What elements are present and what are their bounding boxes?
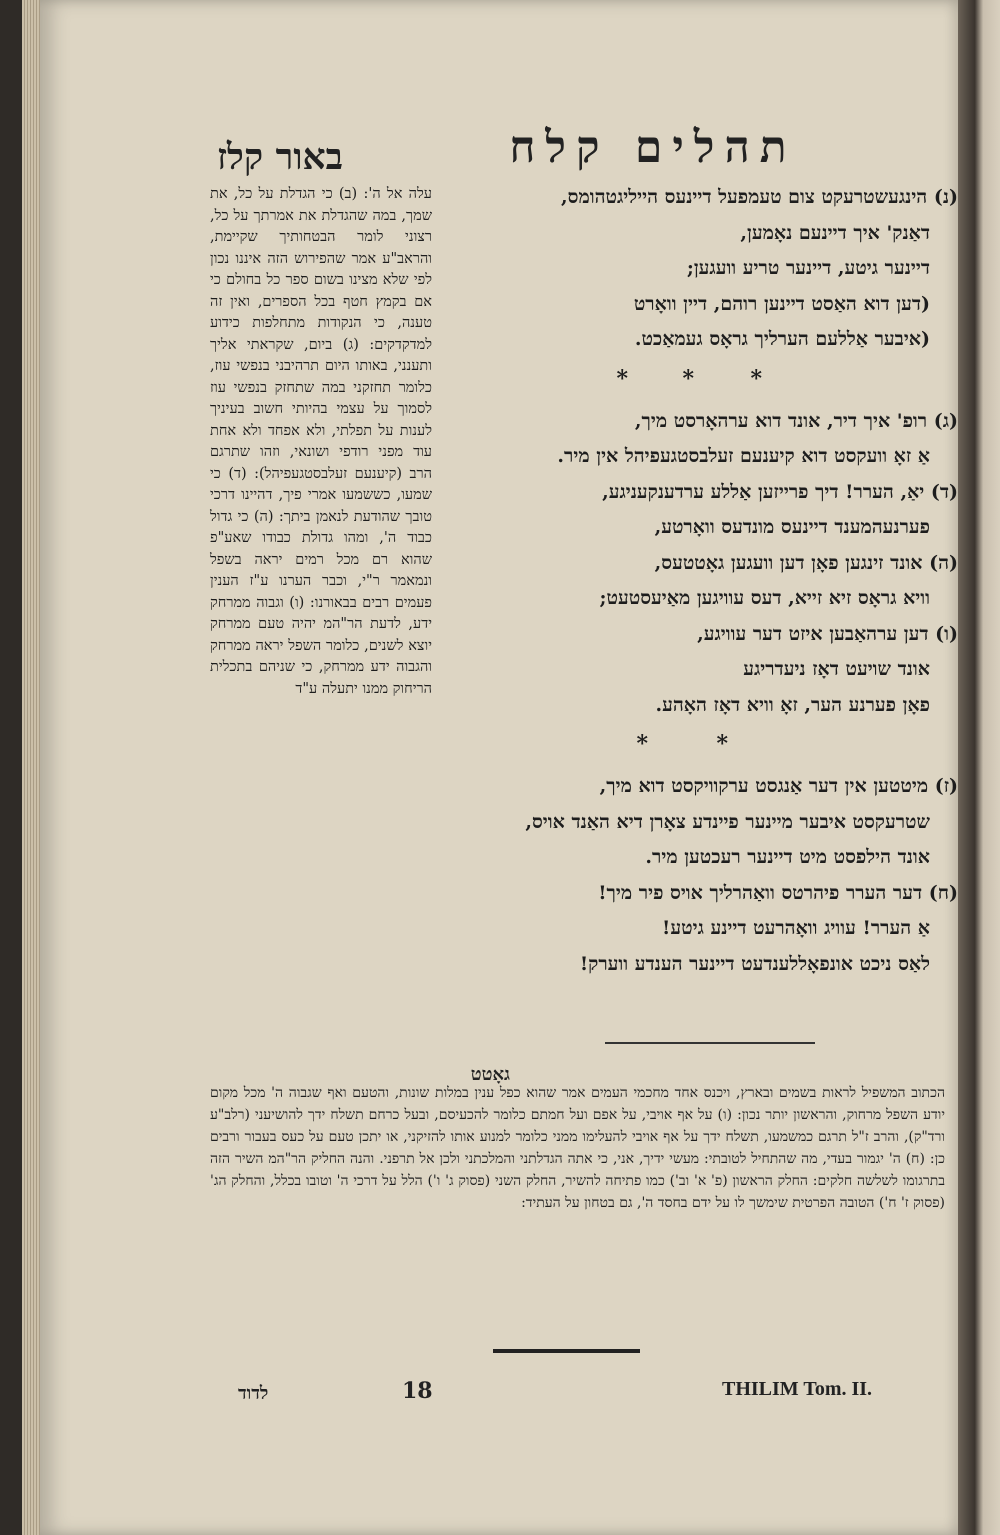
catchword: לדוד [238,1383,269,1404]
commentary-text: עלה אל ה': (ב) כי הגדלת על כל, את שמך, במה שהגדלת את אמרתך על כל, רצוני לומר הבטחותיך שקיימת, והראב"ע אמר שהפירוש הזה איננו נכון לפי שלא מצינו בשום ספר כל בחולם כי אם בקמץ חטף בכל הספרים, ואין זה טענה, כי הנקודות מתחלפות כידוע למדקדקים: (ג) ביום, שקראתי אליך ותענני, באותו היום תרהיבני בנפשי עוז, כלומר תחזקני במה שתחזק בנפשי עוז לסמוך על עצמי בהיותי חשוב בעיניך לענות על תפלתי, ולא אפחד ולא אחת עוד מפני רודפי ושונאי, וזהו שתרגם הרב (קיענעם זעלבסטגעפיהל): (ד) כי שמעו, כששמעו אמרי פיך, דהיינו דרכי טובך שהודעת לנאמן ביתך: (ה) כי גדול כבוד ה', ומהו גדולת כבודו שאע"פ שהוא רם מכל רמים יראה בשפל ונמאמר ר"י, וכבר הערנו ע"ז הענין פעמים רבים בבאורנו: (ו) וגבוה ממרחק ידע, לדעת הר"המ יהיה טעם ממרחק יוצא לשנים, כלומר השפל יראה ממרחק והגבוה ידע ממרחק, כי שניהם בתכלית הריחוק ממנו יתעלה ע"ד [210,186,432,697]
section-rule [605,1042,815,1044]
verse-line: פאָן פערנע הער, זאָ וויא דאָז האָהע. [655,693,930,716]
verse-line: דאַנק' איך דיינעם נאָמען, [740,221,930,244]
verse-line: דיינער גיטע, דיינער טריע וועגען; [686,257,930,279]
verse-line: שטרעקסט איבער מיינער פיינדע צאָרן דיא האַנד אויס, [525,810,930,833]
verse-line: (נ) הינגעשטרעקט צום טעמפעל דיינעס הייליגטהומס, [561,186,958,208]
gatet-label: גאָטט [470,1064,510,1085]
verse-line: אונד הילפסט מיט דיינער רעכטען מיר. [645,846,930,868]
commentary-title: באור קלז [216,136,344,178]
verse-line: (ג) רופ' איך דיר, אונד דוא ערהאָרסט מיך, [634,409,958,432]
verse-line: וויא גראָס זיא זייא, דעס עוויגען מאַיעסטעט; [599,587,930,609]
star-ornament: * [750,365,762,392]
verse-line: (ח) דער הערר פיהרטס וואַהרליך אויס פיר מיך! [598,881,958,904]
verse-line: (איבער אַללעם הערליך גראָס געמאַכט. [634,328,930,350]
main-translation-text [438,180,958,982]
signature-mark: THILIM Tom. II. [722,1378,873,1400]
footer-rule [493,1349,640,1353]
verse-line: לאַס ניכט אונפאָללענדעט דיינער הענדע ווערק! [579,952,930,975]
star-ornament: * [616,365,628,392]
section-divider-stars [438,723,958,769]
verse-line: אונד שויעט דאָז ניעדריגע [743,658,930,680]
book-spine [958,0,1000,1535]
verse-line: (ה) אונד זינגען פאָן דען וועגען גאָטטעס, [654,551,958,574]
star-ornament: * [682,365,694,392]
verse-line: (דען דוא האַסט דיינען רוהם, דיין וואָרט [633,292,930,315]
verse-line: (ז) מיטטען אין דער אַנגסט ערקוויקסט דוא מיך, [599,775,958,797]
verse-line: (ד) יאַ, הערר! דיך פרייזען אַללע ערדענקעניגע, [602,480,958,503]
verse-line: (ו) דען ערהאַבען איזט דער עוויגע, [697,622,958,645]
section-divider-stars [438,358,958,404]
page-number: 18 [402,1378,433,1404]
verse-line: אַ זאָ וועקסט דוא קיענעם זעלבסטגעפיהל אין מיר. [557,445,930,467]
star-ornament: * [636,731,648,757]
commentary-footnote-text: הכתוב המשפיל לראות בשמים ובארץ, ויכנס אחד מחכמי העמים אמר שהוא כפל ענין במלות שונות, והטעם ואף שגבוה ה' מכל מקום יודע השפל מרחוק, והראשון יותר נכון: (ו) על אף אויבי, על אפם ועל חמתם כלומר להכעיסם, ובעל כרחם תשלח ידך להושיעני (רלב"ע ורד"ק), והרב ז"ל תרגם כמשמעו, תשלח ידך על אף אויבי להעלימו ממני כלומר למנוע אותו להזיקני, או יתכן טעם על כעס בעבור ורבים כן: (ח) ה' יגמור בעדי, מה שהתחיל לטובתי: מעשי ידיך, אני, כי אתה הגדלתני והמלכתני ולכן אל תרפני. והנה החליק הר"המ השיר הזה בתרגומו לשלשה חלקים: החלק הראשון (פ' א' וב') כמו פתיחה להשיר, החלק השני (פסוק ג' ו') הלל על דרכי ה' וטובו בכלל, והחלק הג' (פסוק ז' ח') הטובה הפרטית שימשך לו על ידם בחסד ה', גם בטחון על העתיד: [210,1085,945,1211]
commentary-continuation [210,1082,945,1214]
verse-line: אַ הערר! עוויג וואָהרעט דיינע גיטע! [662,917,930,939]
commentary-column [210,184,432,700]
main-title: תהלים קלח [509,122,797,173]
verse-line: פערנעהמענד דיינעס מונדעס וואָרטע, [654,516,930,538]
star-ornament: * [716,731,728,757]
